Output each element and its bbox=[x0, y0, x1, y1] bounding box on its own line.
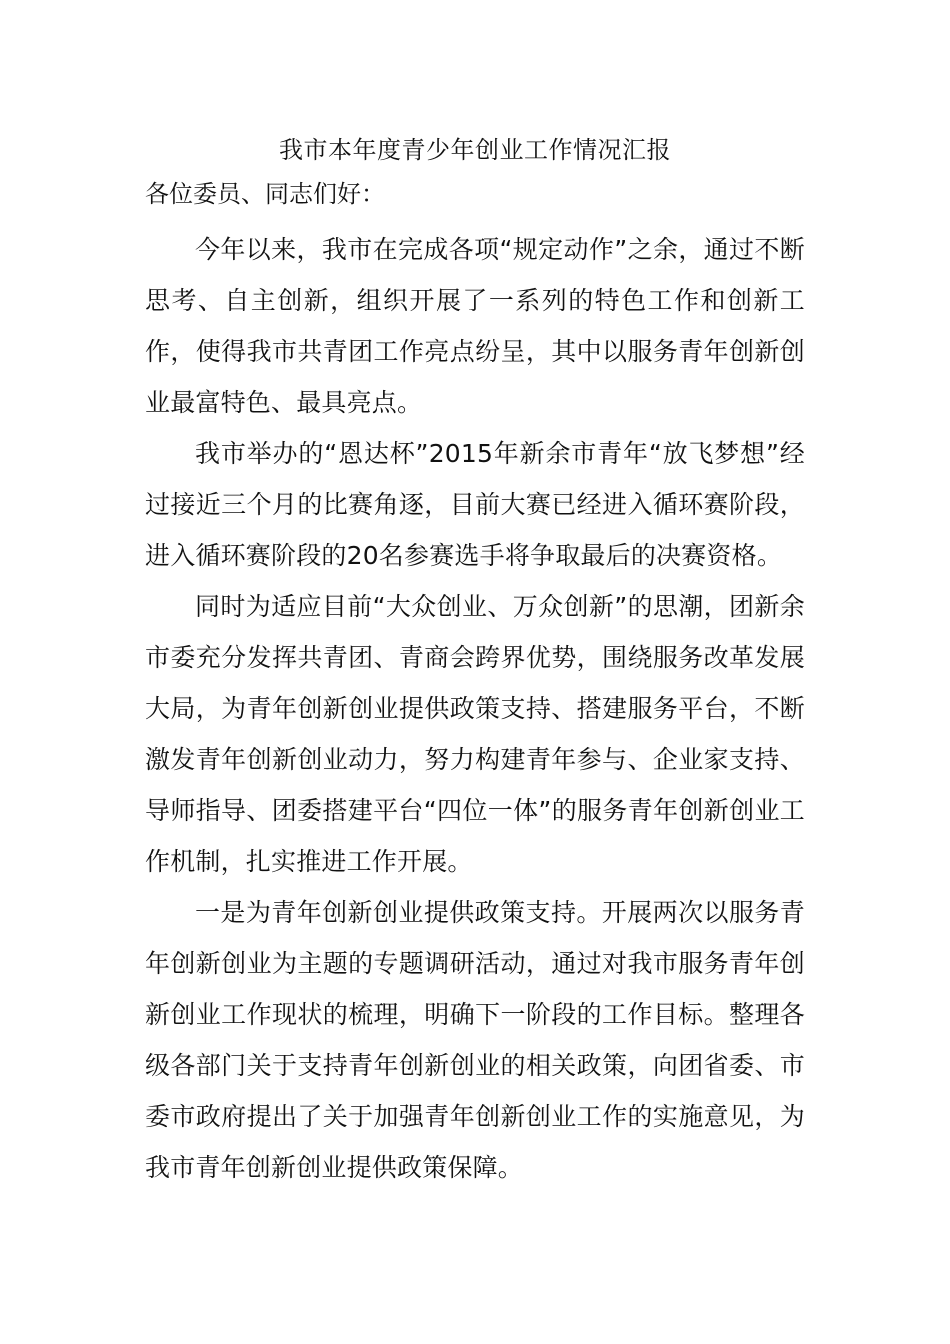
paragraph-2: 我市举办的“恩达杯”2015年新余市青年“放飞梦想”经过接近三个月的比赛角逐，目前大赛已经进入循环赛阶段，进入循环赛阶段的20名参赛选手将争取最后的决赛资格。 bbox=[145, 439, 805, 570]
paragraph-3: 同时为适应目前“大众创业、万众创新”的思潮，团新余市委充分发挥共青团、青商会跨界优势，围绕服务改革发展大局，为青年创新创业提供政策支持、搭建服务平台，不断激发青年创新创业动力，努力构建青年参与、企业家支持、导师指导、团委搭建平台“四位一体”的服务青年创新创业工作机制，扎实推进工作开展。 bbox=[145, 592, 805, 876]
document-body bbox=[145, 128, 805, 1193]
paragraph-4: 一是为青年创新创业提供政策支持。开展两次以服务青年创新创业为主题的专题调研活动，通过对我市服务青年创新创业工作现状的梳理，明确下一阶段的工作目标。整理各级各部门关于支持青年创新创业的相关政策，向团省委、市委市政府提出了关于加强青年创新创业工作的实施意见，为我市青年创新创业提供政策保障。 bbox=[145, 898, 805, 1182]
document-title: 我市本年度青少年创业工作情况汇报 bbox=[279, 136, 671, 164]
salutation: 各位委员、同志们好： bbox=[145, 180, 385, 208]
paragraph-1: 今年以来，我市在完成各项“规定动作”之余，通过不断思考、自主创新，组织开展了一系列的特色工作和创新工作，使得我市共青团工作亮点纷呈，其中以服务青年创新创业最富特色、最具亮点。 bbox=[145, 235, 805, 417]
